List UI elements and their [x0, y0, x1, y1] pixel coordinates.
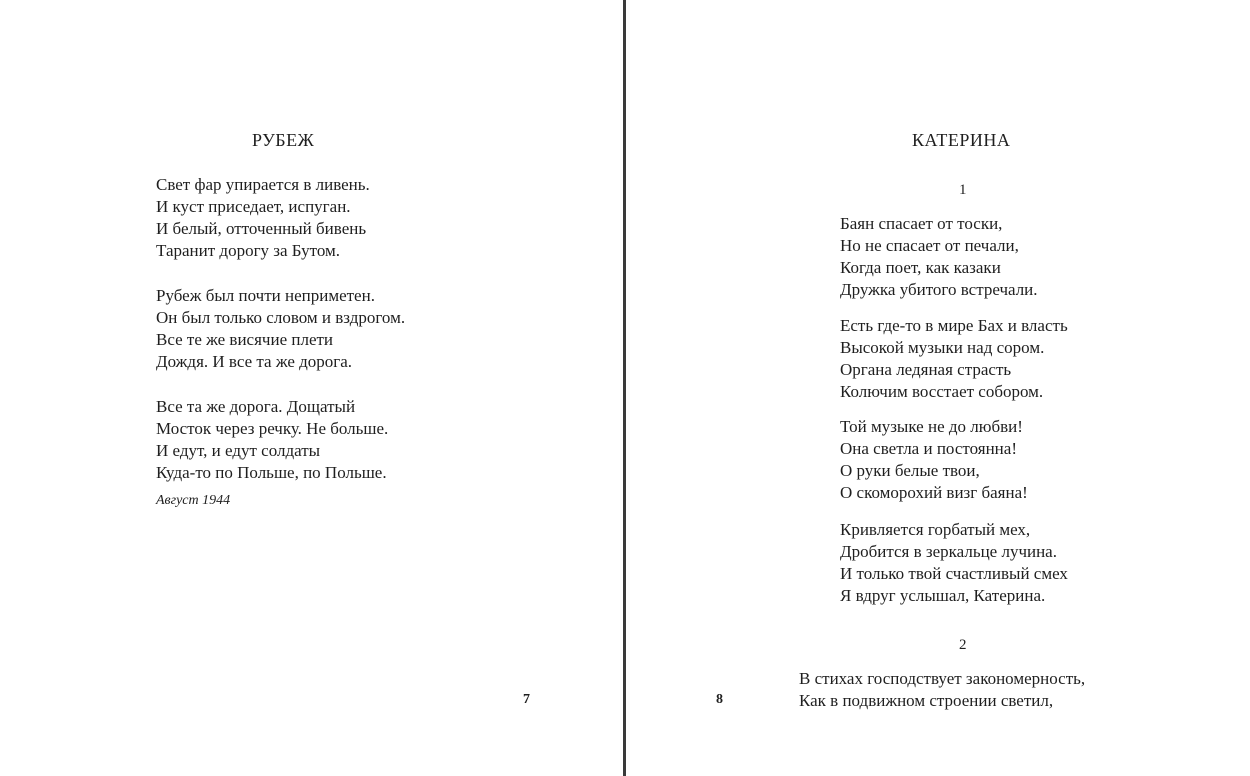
poem-date: Август 1944	[156, 493, 231, 508]
poem-line: Той музыке не до любви!	[840, 417, 1023, 436]
poem-line: Колючим восстает собором.	[840, 382, 1044, 401]
stanza-2	[840, 315, 1068, 403]
poem-line: Дождя. И все та же дорога.	[156, 352, 353, 371]
poem-line: Есть где-то в мире Бах и власть	[840, 316, 1068, 335]
poem-line: Он был только словом и вздрогом.	[156, 308, 406, 327]
poem-title-katerina: КАТЕРИНА	[912, 130, 1011, 150]
poem-line: Таранит дорогу за Бутом.	[156, 241, 341, 260]
poem-line: Она светла и постоянна!	[840, 439, 1017, 458]
poem-line: О руки белые твои,	[840, 461, 980, 480]
stanza-3	[840, 416, 1028, 504]
stanza-3	[156, 396, 388, 484]
stanza-1	[156, 174, 370, 262]
poem-line: И едут, и едут солдаты	[156, 441, 321, 460]
stanza-4	[840, 519, 1068, 607]
poem-line: В стихах господствует закономерность,	[799, 669, 1086, 688]
poem-line: Куда-то по Польше, по Польше.	[156, 463, 387, 482]
poem-line: Дробится в зеркальце лучина.	[840, 542, 1057, 561]
poem-line: Мосток через речку. Не больше.	[156, 419, 389, 438]
stanza-2	[156, 285, 405, 373]
poem-line: Рубеж был почти неприметен.	[156, 286, 375, 305]
poem-line: Кривляется горбатый мех,	[840, 520, 1031, 539]
poem-line: Дружка убитого встречали.	[840, 280, 1038, 299]
poem-line: Органа ледяная страсть	[840, 360, 1012, 379]
poem-line: Я вдруг услышал, Катерина.	[840, 586, 1046, 605]
page-number-left: 7	[523, 692, 530, 707]
poem-line: Баян спасает от тоски,	[840, 214, 1003, 233]
stanza-1	[840, 213, 1038, 301]
left-page	[0, 0, 624, 776]
poem-line: И куст приседает, испуган.	[156, 197, 351, 216]
right-page	[627, 0, 1250, 776]
poem-line: Все те же висячие плети	[156, 330, 334, 349]
poem-line: Свет фар упирается в ливень.	[156, 175, 370, 194]
poem-line: Как в подвижном строении светил,	[799, 691, 1054, 710]
poem-line: И белый, отточенный бивень	[156, 219, 367, 238]
poem-line: И только твой счастливый смех	[840, 564, 1068, 583]
poem-line: Но не спасает от печали,	[840, 236, 1019, 255]
poem-line: Высокой музыки над сором.	[840, 338, 1045, 357]
book-spine	[623, 0, 626, 776]
page-number-right: 8	[716, 692, 723, 707]
poem-line: Все та же дорога. Дощатый	[156, 397, 356, 416]
poem-line: О скоморохий визг баяна!	[840, 483, 1028, 502]
poem-title-rubezh: РУБЕЖ	[252, 130, 315, 150]
section-number-2: 2	[959, 637, 967, 653]
poem-line: Когда поет, как казаки	[840, 258, 1001, 277]
section-number-1: 1	[959, 182, 967, 198]
section-2-stanza	[799, 668, 1085, 712]
